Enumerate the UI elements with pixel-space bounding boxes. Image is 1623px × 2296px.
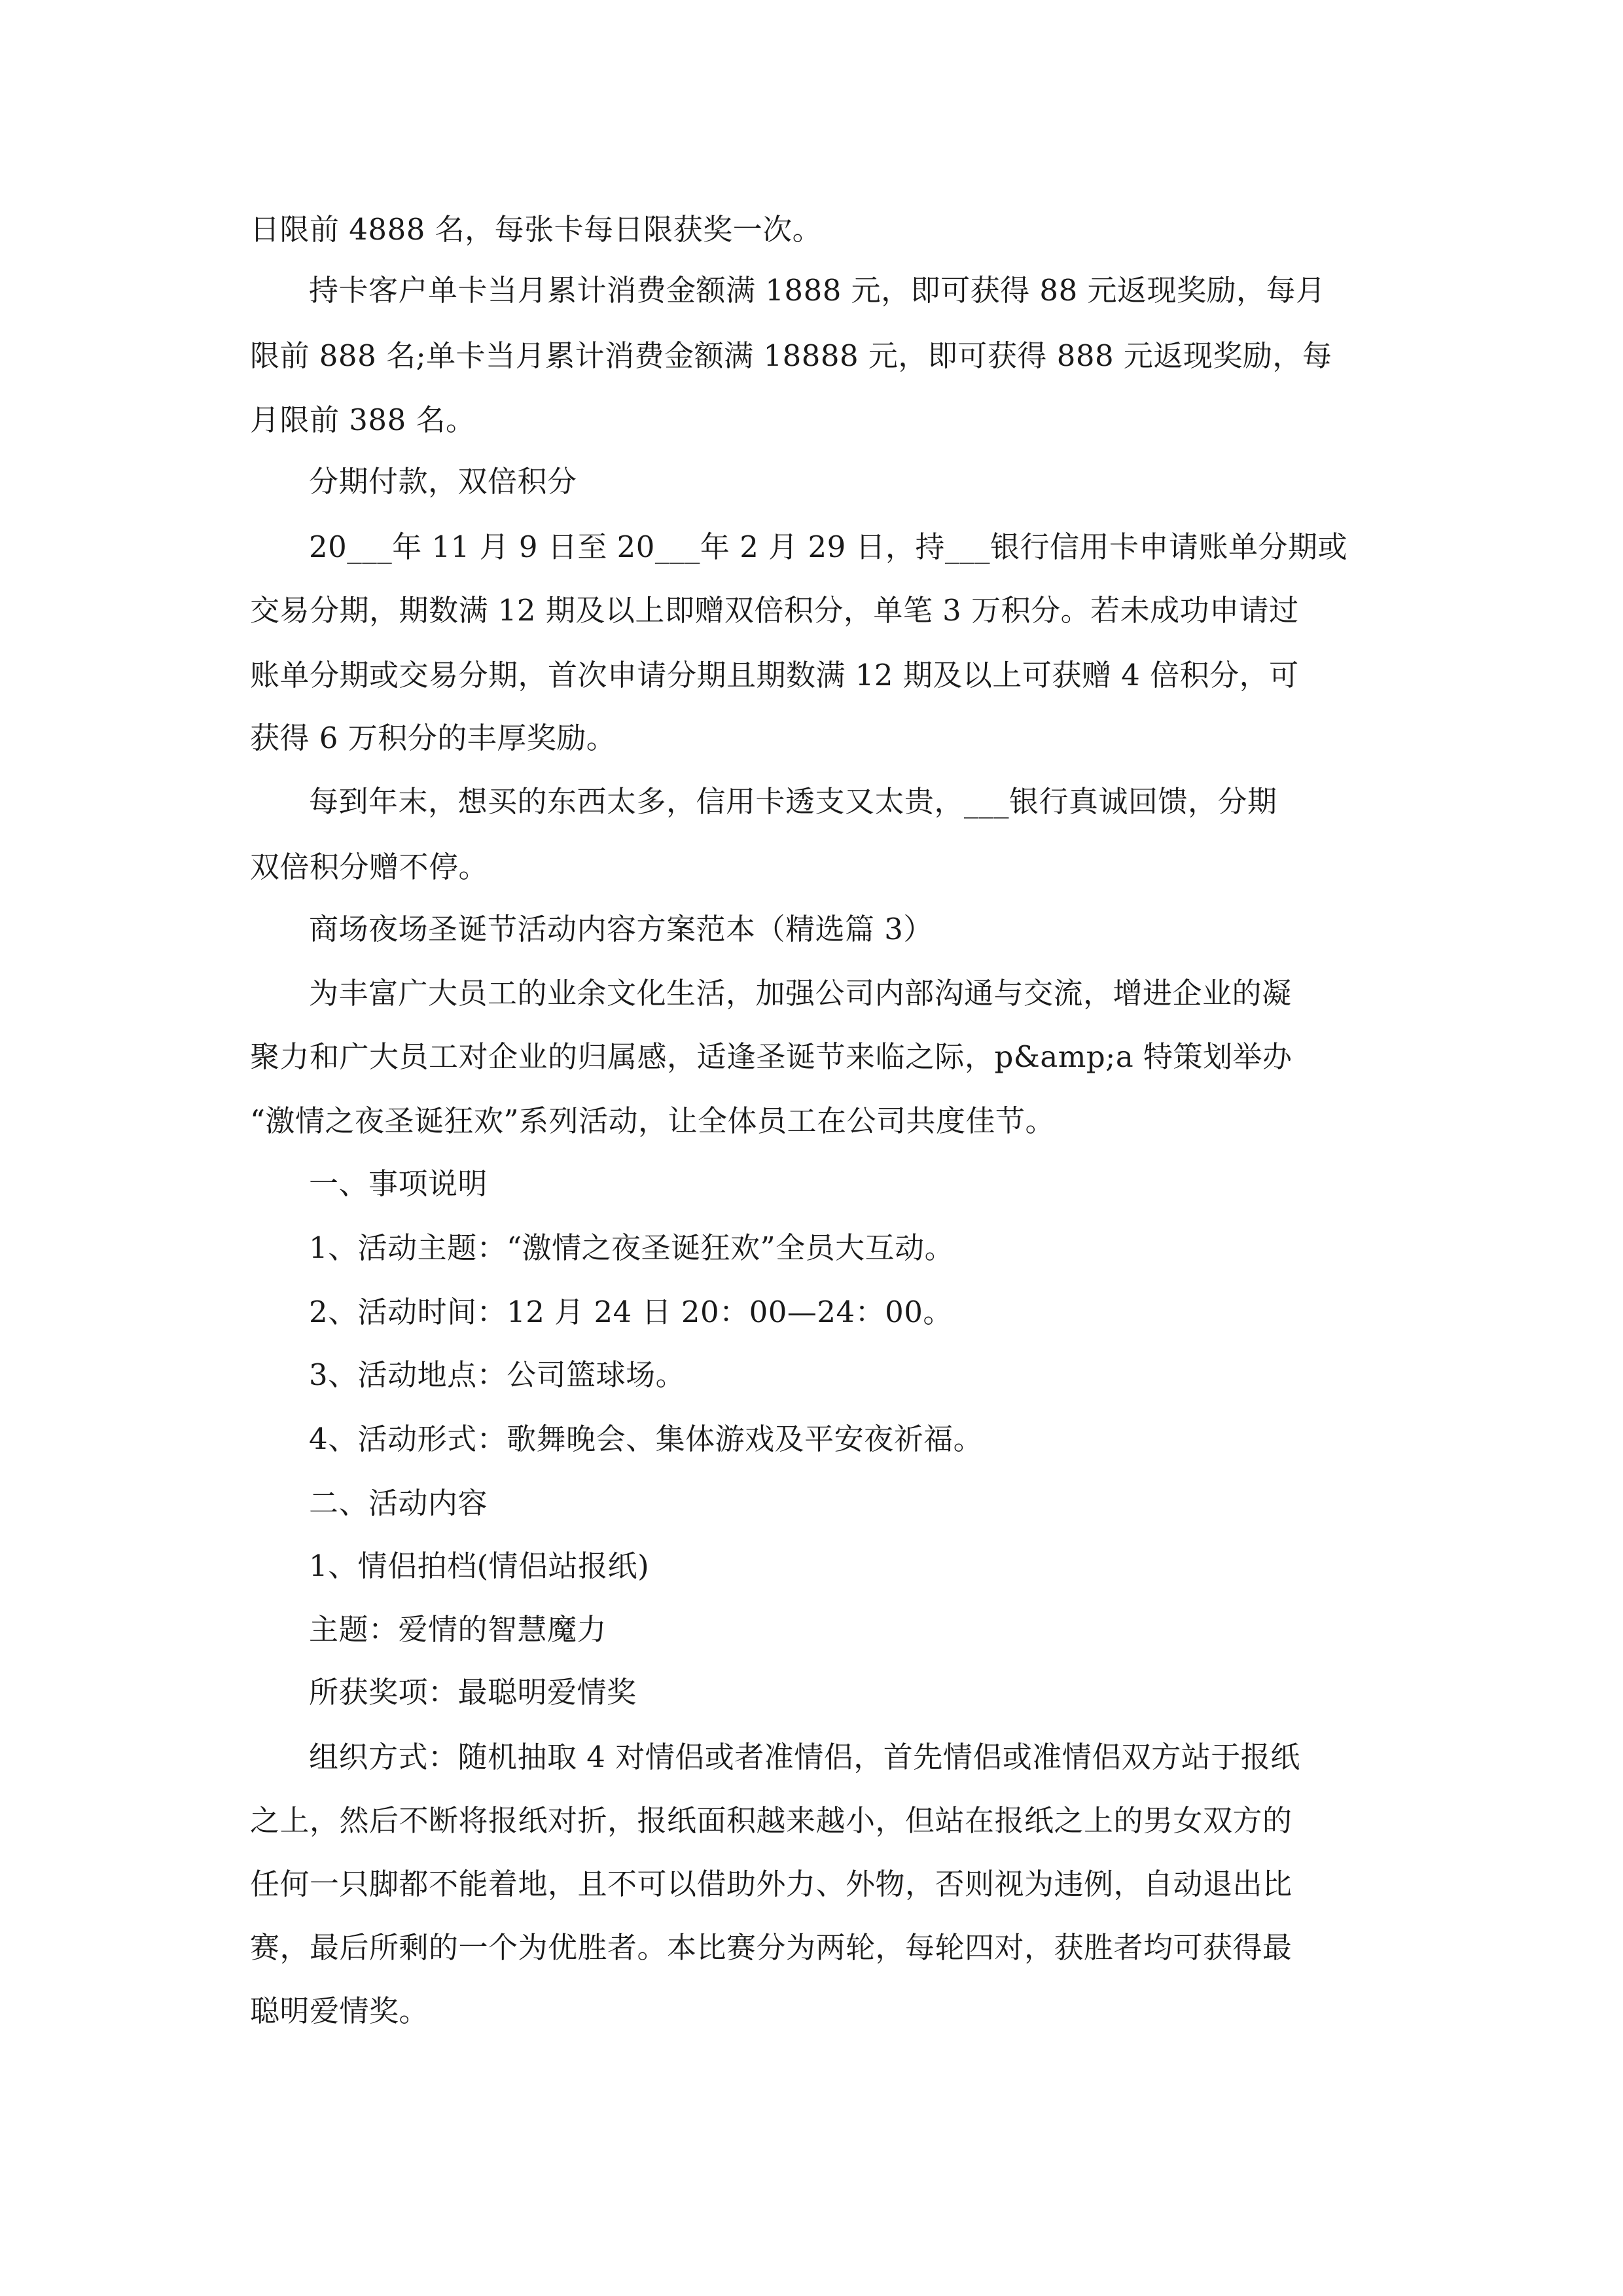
text-line: 聪明爱情奖。 (250, 1994, 429, 2028)
section-heading: 二、活动内容 (309, 1486, 488, 1520)
text-line: 聚力和广大员工对企业的归属感，适逢圣诞节来临之际，p&amp;a 特策划举办 (250, 1039, 1293, 1074)
list-item: 3、活动地点：公司篮球场。 (309, 1357, 686, 1392)
text-line: 赛，最后所剩的一个为优胜者。本比赛分为两轮，每轮四对，获胜者均可获得最 (250, 1930, 1293, 1965)
text-line: 交易分期，期数满 12 期及以上即赠双倍积分，单笔 3 万积分。若未成功申请过 (250, 593, 1299, 628)
text-line: 每到年末，想买的东西太多，信用卡透支又太贵，___银行真诚回馈，分期 (309, 784, 1277, 819)
text-line: 组织方式：随机抽取 4 对情侣或者准情侣，首先情侣或准情侣双方站于报纸 (309, 1740, 1300, 1774)
text-line: 主题：爱情的智慧魔力 (309, 1612, 607, 1647)
text-line: 任何一只脚都不能着地，且不可以借助外力、外物，否则视为违例，自动退出比 (250, 1867, 1293, 1901)
text-line: “激情之夜圣诞狂欢”系列活动，让全体员工在公司共度佳节。 (250, 1103, 1056, 1138)
section-heading: 一、事项说明 (309, 1166, 488, 1201)
text-line: 月限前 388 名。 (250, 403, 476, 437)
text-line: 所获奖项：最聪明爱情奖 (309, 1675, 637, 1710)
text-line: 获得 6 万积分的丰厚奖励。 (250, 721, 616, 755)
text-line: 为丰富广大员工的业余文化生活，加强公司内部沟通与交流，增进企业的凝 (309, 976, 1292, 1011)
list-item: 1、情侣拍档(情侣站报纸) (309, 1549, 650, 1583)
article-title: 商场夜场圣诞节活动内容方案范本（精选篇 3） (309, 912, 933, 946)
document-page (250, 0, 1386, 2296)
text-line: 持卡客户单卡当月累计消费金额满 1888 元，即可获得 88 元返现奖励，每月 (309, 273, 1326, 308)
text-line: 账单分期或交易分期，首次申请分期且期数满 12 期及以上可获赠 4 倍积分，可 (250, 658, 1299, 692)
text-line: 日限前 4888 名，每张卡每日限获奖一次。 (250, 212, 823, 247)
list-item: 2、活动时间：12 月 24 日 20：00—24：00。 (309, 1295, 953, 1329)
text-line: 20___年 11 月 9 日至 20___年 2 月 29 日，持___银行信用卡申请账单分期或 (309, 529, 1348, 564)
section-heading: 分期付款，双倍积分 (309, 464, 577, 499)
list-item: 4、活动形式：歌舞晚会、集体游戏及平安夜祈福。 (309, 1422, 984, 1456)
text-line: 双倍积分赠不停。 (250, 850, 489, 884)
list-item: 1、活动主题：“激情之夜圣诞狂欢”全员大互动。 (309, 1230, 955, 1265)
text-line: 限前 888 名;单卡当月累计消费金额满 18888 元，即可获得 888 元返现奖励，每 (250, 338, 1332, 373)
text-line: 之上，然后不断将报纸对折，报纸面积越来越小，但站在报纸之上的男女双方的 (250, 1803, 1293, 1838)
